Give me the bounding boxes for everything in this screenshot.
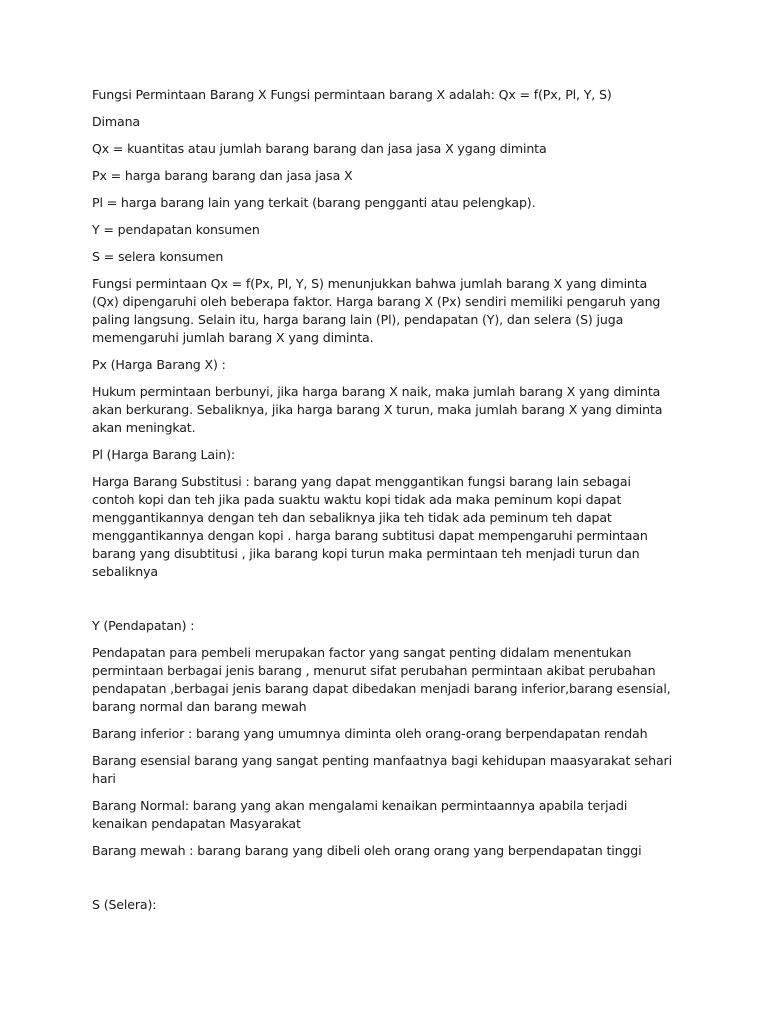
paragraph-title: Fungsi Permintaan Barang X Fungsi permintaan barang X adalah: Qx = f(Px, Pl, Y, S) (92, 87, 612, 102)
document-page (92, 86, 672, 923)
paragraph-substitusi: Harga Barang Substitusi : barang yang dapat menggantikan fungsi barang lain sebagai contoh kopi dan teh jika pada suaktu waktu kopi tidak ada maka peminum kopi dapat menggantikannya dengan teh dan sebaliknya jika teh tidak ada peminum teh dapat menggantikannya dengan kopi . harga barang subtitusi dapat mempengaruhi permintaan barang yang disubtitusi , jika barang kopi turun maka permintaan teh menjadi turun dan sebaliknya (92, 474, 648, 579)
paragraph-barang-esensial: Barang esensial barang yang sangat penting manfaatnya bagi kehidupan maasyarakat sehari hari (92, 753, 672, 786)
definition-pl: Pl = harga barang lain yang terkait (barang pengganti atau pelengkap). (92, 195, 536, 210)
definition-px: Px = harga barang barang dan jasa jasa X (92, 168, 353, 183)
paragraph-barang-normal: Barang Normal: barang yang akan mengalami kenaikan permintaannya apabila terjadi kenaikan pendapatan Masyarakat (92, 798, 628, 831)
heading-s: S (Selera): (92, 897, 157, 912)
paragraph-dimana: Dimana (92, 114, 140, 129)
definition-s: S = selera konsumen (92, 249, 224, 264)
paragraph-pendapatan: Pendapatan para pembeli merupakan factor yang sangat penting didalam menentukan permintaan berbagai jenis barang , menurut sifat perubahan permintaan akibat perubahan pendapatan ,berbagai jenis barang dapat dibedakan menjadi barang inferior,barang esensial, barang normal dan barang mewah (92, 645, 671, 714)
spacer (92, 869, 672, 896)
definition-y: Y = pendapatan konsumen (92, 222, 260, 237)
heading-pl: Pl (Harga Barang Lain): (92, 447, 236, 462)
definition-qx: Qx = kuantitas atau jumlah barang barang dan jasa jasa X ygang diminta (92, 141, 547, 156)
spacer (92, 590, 672, 617)
paragraph-hukum-permintaan: Hukum permintaan berbunyi, jika harga barang X naik, maka jumlah barang X yang diminta akan berkurang. Sebaliknya, jika harga barang X turun, maka jumlah barang X yang diminta akan meningkat. (92, 384, 663, 435)
paragraph-barang-inferior: Barang inferior : barang yang umumnya diminta oleh orang-orang berpendapatan rendah (92, 726, 648, 741)
heading-px: Px (Harga Barang X) : (92, 357, 226, 372)
paragraph-explanation: Fungsi permintaan Qx = f(Px, Pl, Y, S) menunjukkan bahwa jumlah barang X yang diminta (Qx) dipengaruhi oleh beberapa faktor. Harga barang X (Px) sendiri memiliki pengaruh yang paling langsung. Selain itu, harga barang lain (Pl), pendapatan (Y), dan selera (S) juga memengaruhi jumlah barang X yang diminta. (92, 276, 661, 345)
paragraph-barang-mewah: Barang mewah : barang barang yang dibeli oleh orang orang yang berpendapatan tinggi (92, 843, 642, 858)
heading-y: Y (Pendapatan) : (92, 618, 195, 633)
